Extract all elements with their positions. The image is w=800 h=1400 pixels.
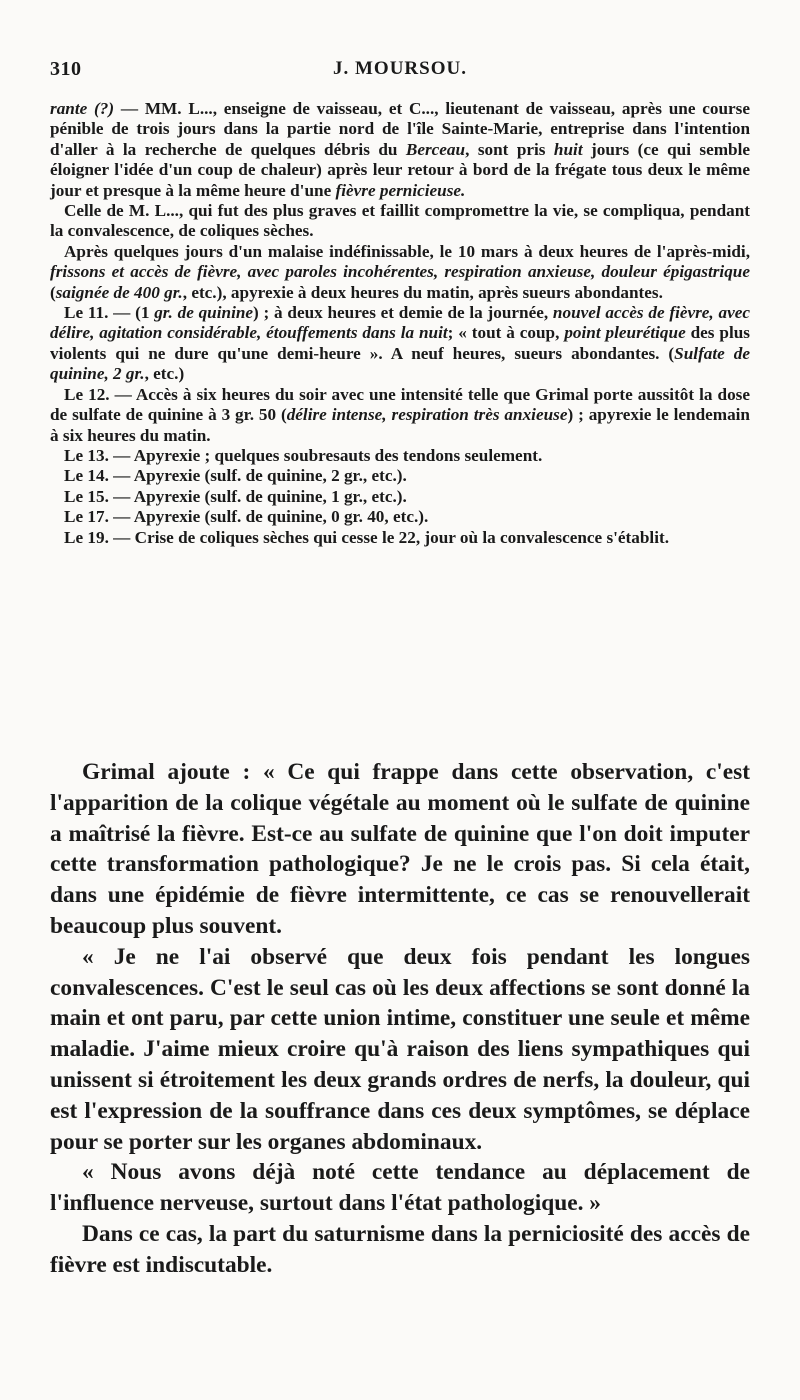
observation-paragraph — [50, 466, 750, 486]
observation-text — [50, 99, 750, 548]
observation-paragraph — [50, 99, 750, 201]
observation-paragraph — [50, 385, 750, 446]
text-run: ; « tout à coup, — [447, 323, 565, 343]
commentary-paragraph: Dans ce cas, la part du saturnisme dans la perniciosité des accès de fièvre est indiscutable. — [50, 1220, 750, 1278]
italic-run: Sulfate de quinine, 2 gr. — [50, 343, 751, 384]
observation-paragraph — [50, 446, 750, 466]
italic-run: saignée de 400 gr. — [55, 282, 183, 302]
italic-run: frissons et accès de fièvre, avec paroles incohérentes, respiration anxieuse, douleur épigastrique — [50, 262, 750, 282]
text-run: Le 17. — Apyrexie (sulf. de quinine, 0 gr. 40, etc.). — [64, 507, 429, 527]
text-run: , sont pris — [465, 139, 554, 159]
text-run: — MM. L..., enseigne de vaisseau, et C..., lieutenant de vaisseau, après une course pénible de trois jours dans la partie nord de l'île Sainte-Marie, entreprise dans l'intention d'aller à la recherche de quelques débris du — [50, 99, 750, 159]
text-run: des plus violents qui ne dure qu'une demi-heure ». A neuf heures, sueurs abondantes. ( — [50, 323, 750, 363]
text-run: ( — [50, 282, 56, 302]
italic-run: rante (?) — [50, 99, 115, 118]
text-run: Le 11. — (1 — [64, 303, 155, 323]
italic-run: huit — [553, 139, 583, 159]
text-run: Le 14. — Apyrexie (sulf. de quinine, 2 gr., etc.). — [64, 466, 407, 486]
italic-run: fièvre pernicieuse. — [335, 180, 466, 200]
text-run: Celle de M. L..., qui fut des plus graves et faillit compromettre la vie, se compliqua, pendant la convalescence, de coliques sèches. — [50, 201, 750, 241]
italic-run: délire intense, respiration très anxieuse — [286, 405, 568, 425]
observation-paragraph — [50, 303, 750, 385]
running-title: J. MOURSOU. — [333, 58, 467, 79]
commentary-paragraph: Grimal ajoute : « Ce qui frappe dans cette observation, c'est l'apparition de la colique végétale au moment où le sulfate de quinine a maîtrisé la fièvre. Est-ce au sulfate de quinine que l'on doit imputer cette transformation pathologique? Je ne le crois pas. Si cela était, dans une épidémie de fièvre intermittente, ce cas se renouvellerait beaucoup plus souvent. — [50, 759, 750, 939]
commentary-paragraph: « Je ne l'ai observé que deux fois pendant les longues convalescences. C'est le seul cas où les deux affections se sont donné la main et ont paru, par cette union intime, constituer une seule et même maladie. J'aime mieux croire qu'à raison des liens sympathiques qui unissent si étroitement les deux grands ordres de nerfs, la douleur, qui est l'expression de la souffrance dans ces deux symptômes, se déplace pour se porter sur les organes abdominaux. — [50, 943, 750, 1155]
text-run: Le 13. — Apyrexie ; quelques soubresauts des tendons seulement. — [64, 445, 543, 465]
italic-run: gr. de quinine — [154, 303, 254, 323]
text-run: Après quelques jours d'un malaise indéfinissable, le 10 mars à deux heures de l'après-midi, — [64, 241, 750, 261]
text-run: Le 19. — Crise de coliques sèches qui cesse le 22, jour où la convalescence s'établit. — [64, 527, 670, 547]
text-run: Le 15. — Apyrexie (sulf. de quinine, 1 gr., etc.). — [64, 486, 407, 506]
commentary-paragraph: « Nous avons déjà noté cette tendance au déplacement de l'influence nerveuse, surtout dans l'état pathologique. » — [50, 1159, 750, 1217]
observation-paragraph — [50, 528, 750, 548]
text-run: , etc.) — [144, 364, 185, 384]
text-run: ) ; apyrexie le lendemain à six heures du matin. — [50, 405, 750, 445]
observation-paragraph — [50, 201, 750, 242]
text-run: ) ; à deux heures et demie de la journée, — [253, 303, 553, 323]
text-run: jours (ce qui semble éloigner l'idée d'un coup de chaleur) après leur retour à bord de la frégate tous deux le même jour et presque à la même heure d'une — [50, 139, 751, 200]
page-header — [50, 58, 750, 88]
italic-run: nouvel accès de fièvre, avec délire, agitation considérable, étouffements dans la nuit — [50, 303, 750, 343]
text-run: Le 12. — Accès à six heures du soir avec une intensité telle que Grimal porte aussitôt la dose de sulfate de quinine à 3 gr. 50 ( — [50, 384, 750, 425]
italic-run: Berceau — [405, 139, 466, 159]
commentary-text — [50, 757, 750, 1281]
observation-paragraph — [50, 507, 750, 527]
observation-paragraph — [50, 242, 750, 303]
page-number: 310 — [50, 58, 82, 80]
observation-paragraph — [50, 487, 750, 507]
text-run: , etc.), apyrexie à deux heures du matin, après sueurs abondantes. — [182, 282, 663, 302]
italic-run: point pleurétique — [564, 323, 686, 343]
